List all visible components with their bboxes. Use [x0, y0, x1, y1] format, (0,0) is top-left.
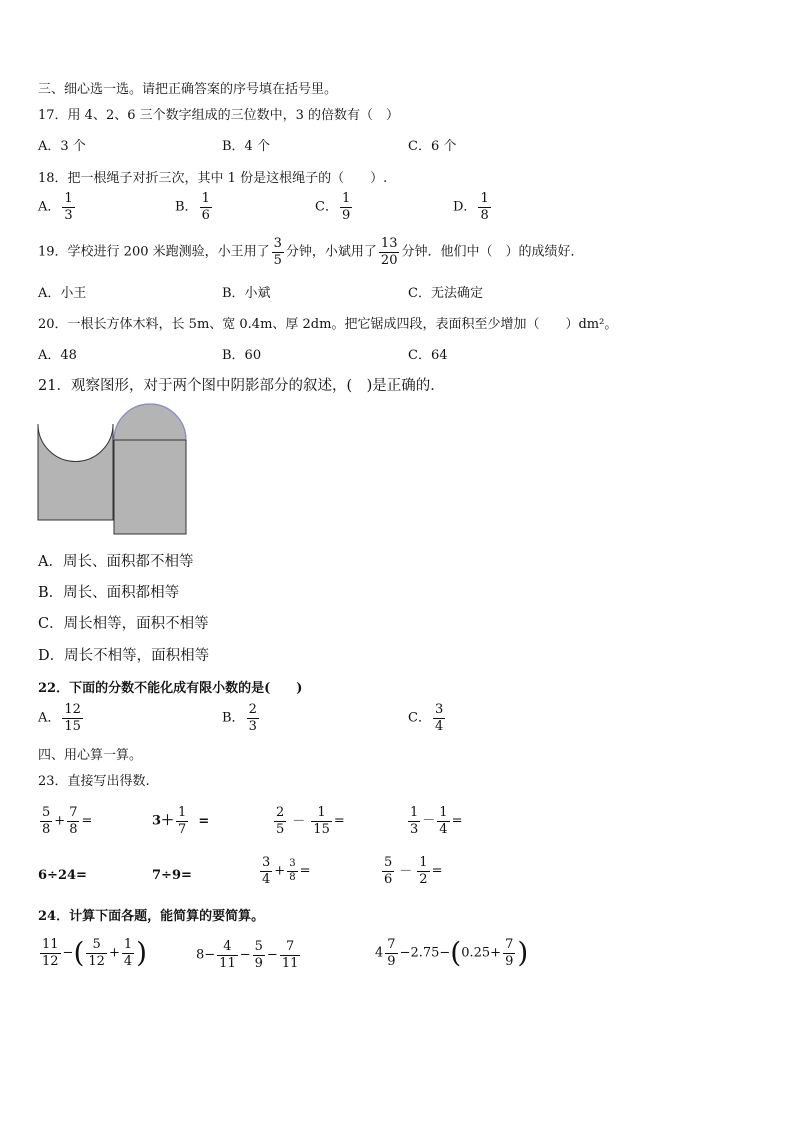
equals-sign: = [299, 863, 311, 879]
q21-option-c: C．周长相等，面积不相等 [38, 616, 209, 632]
equals-sign: = [81, 813, 93, 829]
option-label: C． [408, 710, 431, 726]
operator: － [399, 863, 413, 879]
q19-text [38, 237, 583, 267]
shaded-shapes-diagram [36, 402, 192, 538]
right-paren: ) [517, 936, 529, 970]
q19-option-c: C．无法确定 [408, 286, 483, 301]
left-paren: ( [73, 936, 85, 970]
fraction-numerator: 3 [262, 855, 271, 870]
fraction-denominator: 5 [273, 252, 282, 268]
option-label: D． [453, 199, 477, 215]
q23-expr-3 [272, 806, 345, 836]
q17-option-b: B．4 个 [222, 139, 270, 154]
fraction-numerator: 3 [289, 858, 296, 870]
section-4-title: 四、用心算一算。 [38, 748, 143, 763]
fraction-numerator: 5 [254, 939, 263, 954]
q19-option-a: A．小王 [38, 286, 87, 301]
option-label: A． [38, 199, 61, 215]
q17-text: 17．用 4、2、6 三个数字组成的三位数中，3 的倍数有（ ） [38, 108, 400, 123]
fraction-denominator: 4 [439, 821, 448, 837]
q21-figure [36, 402, 192, 542]
q22-option-c [408, 703, 447, 733]
equals-sign: = [451, 813, 463, 829]
q24-expr-1 [38, 938, 147, 968]
fraction-denominator: 5 [276, 821, 285, 837]
fraction-numerator: 5 [42, 805, 51, 820]
fraction-numerator: 1 [480, 191, 489, 206]
fraction-numerator: 3 [273, 236, 282, 251]
fraction-numerator: 1 [317, 805, 326, 820]
q22-text: 22．下面的分数不能化成有限小数的是( ) [38, 681, 303, 696]
option-label: C． [315, 199, 338, 215]
q19-suffix: 分钟．他们中（ ）的成绩好． [401, 244, 584, 260]
q23-expr-7 [258, 856, 310, 886]
fraction-numerator: 7 [387, 937, 396, 952]
expr-inner: 0.25+ [461, 945, 502, 961]
option-label: B． [175, 199, 198, 215]
fraction-denominator: 2 [419, 871, 428, 887]
q19-mid: 分钟，小斌用了 [285, 244, 377, 260]
fraction-denominator: 11 [281, 955, 299, 971]
q23-expr-5: 6÷24= [38, 868, 87, 883]
fraction-numerator: 1 [123, 937, 133, 952]
q22-option-b [222, 703, 261, 733]
fraction-denominator: 8 [42, 821, 51, 837]
fraction-denominator: 6 [201, 207, 210, 223]
fraction-denominator: 8 [69, 821, 78, 837]
q20-option-a: A．48 [38, 348, 77, 363]
q20-text: 20．一根长方体木料，长 5m、宽 0.4m、厚 2dm。把它锯成四段，表面积至少增加（ ）dm²。 [38, 317, 618, 332]
fraction-numerator: 13 [380, 236, 398, 251]
option-label: B． [222, 710, 245, 726]
fraction-denominator: 15 [64, 718, 81, 734]
fraction-denominator: 3 [64, 207, 73, 223]
fraction-denominator: 7 [178, 821, 187, 837]
q19-prefix: 19．学校进行 200 米跑测验，小王用了 [38, 244, 270, 260]
q17-option-a: A．3 个 [38, 139, 86, 154]
expr-lead: 3＋ [152, 813, 175, 829]
q18-option-a [38, 192, 77, 222]
q20-option-b: B．60 [222, 348, 262, 363]
q20-option-c: C．64 [408, 348, 448, 363]
fraction-denominator: 8 [480, 207, 489, 223]
q23-expr-1 [38, 806, 92, 836]
q17-option-c: C．6 个 [408, 139, 457, 154]
fraction-numerator: 5 [384, 855, 393, 870]
fraction-denominator: 9 [387, 953, 396, 969]
fraction-denominator: 9 [254, 955, 263, 971]
equals-sign: = [431, 863, 443, 879]
right-paren: ) [136, 936, 148, 970]
fraction-numerator: 3 [434, 702, 444, 717]
mixed-whole: 4 [375, 945, 384, 961]
q22-option-a [38, 703, 85, 733]
operator: + [108, 945, 120, 961]
q23-expr-6: 7÷9= [152, 868, 192, 883]
fraction-numerator: 1 [341, 191, 351, 206]
operator: － [422, 813, 436, 829]
q24-text: 24．计算下面各题，能简算的要简算。 [38, 909, 265, 924]
option-label: A． [38, 710, 61, 726]
q19-option-b: B．小斌 [222, 286, 271, 301]
fraction-numerator: 2 [276, 805, 285, 820]
fraction-denominator: 4 [262, 871, 271, 887]
equals-sign: = [198, 813, 210, 829]
fraction-numerator: 1 [64, 191, 73, 206]
operator: − [62, 945, 74, 961]
q23-expr-2 [152, 806, 209, 836]
operator: + [274, 863, 286, 879]
fraction-denominator: 15 [313, 821, 330, 837]
q18-option-c [315, 192, 354, 222]
fraction-numerator: 1 [178, 805, 187, 820]
right-shaded-shape [114, 404, 186, 534]
fraction-denominator: 8 [289, 871, 296, 883]
fraction-denominator: 12 [88, 953, 105, 969]
q21-text: 21．观察图形，对于两个图中阴影部分的叙述，( )是正确的． [38, 378, 445, 394]
fraction-denominator: 4 [123, 953, 133, 969]
fraction-denominator: 3 [410, 821, 419, 837]
expr-lead: 8− [196, 947, 216, 963]
q18-option-d [453, 192, 493, 222]
fraction-denominator: 3 [248, 718, 257, 734]
fraction-denominator: 12 [42, 953, 59, 969]
fraction-numerator: 1 [439, 805, 448, 820]
fraction-denominator: 6 [384, 871, 393, 887]
q21-option-b: B．周长、面积都相等 [38, 585, 180, 601]
left-paren: ( [450, 936, 462, 970]
fraction-denominator: 11 [219, 955, 236, 971]
fraction-numerator: 5 [92, 937, 101, 952]
fraction-numerator: 2 [248, 702, 257, 717]
equals-sign: = [333, 813, 345, 829]
fraction-numerator: 11 [42, 937, 59, 952]
q21-option-d: D．周长不相等，面积相等 [38, 648, 210, 664]
operator: － [292, 813, 306, 829]
fraction-numerator: 7 [285, 939, 295, 954]
operator: − [239, 947, 251, 963]
fraction-numerator: 12 [64, 702, 81, 717]
fraction-denominator: 20 [380, 252, 398, 268]
fraction-denominator: 9 [341, 207, 351, 223]
section-3-title: 三、细心选一选。请把正确答案的序号填在括号里。 [38, 82, 338, 97]
left-shaded-shape [38, 424, 113, 520]
q21-option-a: A．周长、面积都不相等 [38, 554, 194, 570]
expr-mid: −2.75− [399, 945, 451, 961]
q18-option-b [175, 192, 214, 222]
fraction-numerator: 1 [201, 191, 210, 206]
q23-text: 23．直接写出得数. [38, 774, 150, 789]
fraction-numerator: 1 [410, 805, 419, 820]
fraction-denominator: 4 [434, 718, 444, 734]
q24-expr-3 [375, 938, 528, 968]
q23-expr-8 [380, 856, 442, 886]
q23-expr-4 [406, 806, 462, 836]
q18-text: 18．把一根绳子对折三次，其中 1 份是这根绳子的（ ）. [38, 171, 388, 186]
fraction-numerator: 7 [69, 805, 78, 820]
fraction-numerator: 7 [505, 937, 514, 952]
q24-expr-2 [196, 940, 302, 970]
fraction-denominator: 9 [505, 953, 514, 969]
operator: + [54, 813, 66, 829]
fraction-numerator: 4 [223, 939, 232, 954]
operator: − [266, 947, 278, 963]
fraction-numerator: 1 [419, 855, 428, 870]
